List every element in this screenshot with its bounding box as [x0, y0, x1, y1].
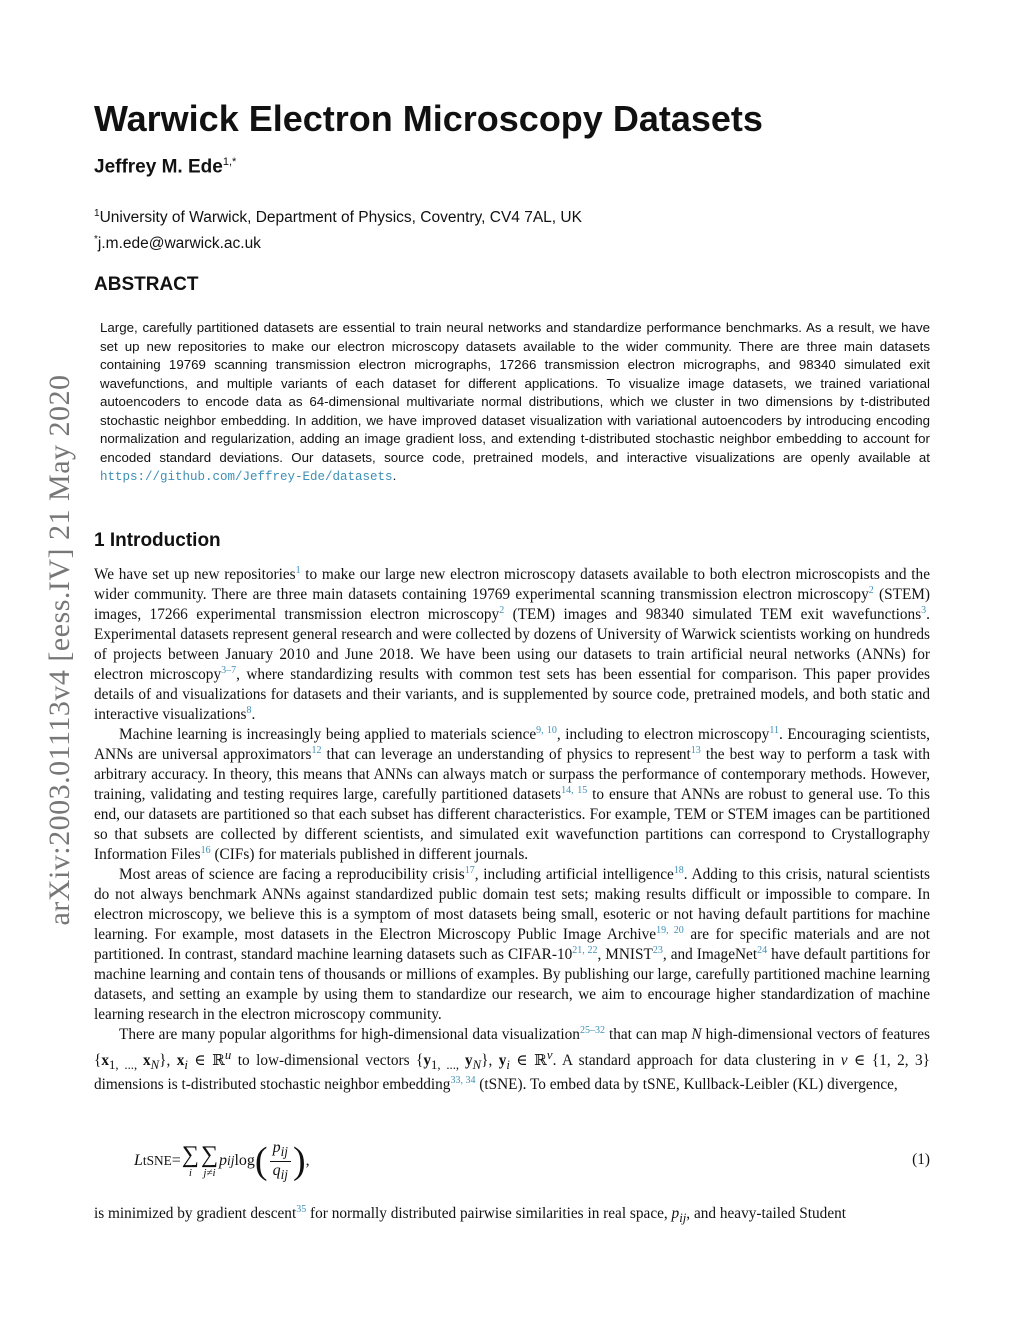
math-superscript: u [224, 1048, 232, 1062]
citation-link[interactable]: 8 [246, 704, 252, 716]
text-run: . Adding to this crisis, natural scientists do not always benchmark ANNs against standardized public domain test sets; making results difficult or impossible to compare. In electron microscopy, we believe this is a symptom of most datasets being small, esoteric or not having default partitions for machine learning. For example, most datasets in the Electron Microscopy Public Image Archive [94, 866, 930, 943]
equation-formula: L tSNE = ∑ i ∑ j≠i p ij log ( $\frac{p_{ij}}{q_{ij}}$ ) , [134, 1139, 310, 1182]
text-run: that can map [604, 1026, 692, 1043]
paragraph-1 [94, 565, 930, 725]
math-symbol: v [840, 1052, 848, 1070]
citation-link[interactable]: 17 [464, 864, 475, 876]
text-run: to make our large new electron microscopy datasets available to both electron microscopists and the wider community. There are three main datasets containing 19769 experimental scanning transmission electron microscopy [94, 566, 930, 603]
text-run: (tSNE). To embed data by tSNE, Kullback-Leibler (KL) divergence, [475, 1076, 898, 1094]
abstract-end: . [392, 468, 397, 483]
citation-link[interactable]: 21, 22 [572, 944, 598, 956]
text-run: ∈ {1, 2, 3} dimensions is t-distributed stochastic neighbor embedding [94, 1052, 931, 1094]
text-run: to low-dimensional vectors { [231, 1052, 424, 1070]
text-run: , and heavy-tailed Student [686, 1205, 847, 1222]
eq-term-sub: ij [227, 1153, 235, 1168]
arxiv-stamp: arXiv:2003.01113v4 [eess.IV] 21 May 2020 [43, 374, 76, 926]
text-run: have default partitions for machine learning and contain tens of thousands or millions of examples. By publishing our large, carefully partitioned machine learning datasets, and setting an example by using them to standardize our research, we aim to encourage higher standardization of machine learning research in the electron microscopy community. [94, 946, 931, 1023]
math-symbol: p [671, 1205, 680, 1222]
citation-link[interactable]: 23 [652, 944, 663, 956]
author-line [94, 156, 236, 178]
text-run: Most areas of science are facing a reproducibility crisis [119, 866, 465, 883]
text-run: , including artificial intelligence [474, 866, 674, 883]
citation-link[interactable]: 12 [311, 744, 322, 756]
math-superscript: v [546, 1048, 553, 1062]
math-subscript: i [506, 1058, 510, 1073]
citation-link[interactable]: 1 [295, 564, 301, 576]
text-run: We have set up new repositories [94, 566, 296, 583]
citation-link[interactable]: 14, 15 [561, 784, 588, 796]
citation-link[interactable]: 2 [868, 584, 874, 596]
sum-over-i: ∑ i [181, 1142, 199, 1179]
citation-link[interactable]: 18 [673, 864, 684, 876]
citation-link[interactable]: 13 [690, 744, 701, 756]
math-symbol: x [142, 1052, 151, 1070]
math-symbol: N [691, 1026, 702, 1043]
citation-link[interactable]: 3–7 [221, 664, 237, 676]
equation-block [94, 1135, 930, 1187]
text-run: . Experimental datasets represent general research and were collected by dozens of University of Warwick scientists working on hundreds of projects between January 2010 and June 2018. We have been using our datasets to train artificial neural networks (ANNs) for electron microscopy [94, 606, 930, 683]
text-run: high-dimensional vectors of features { [94, 1026, 930, 1070]
affiliation-text: University of Warwick, Department of Physics, Coventry, CV4 7AL, UK [99, 209, 582, 227]
eq-equals: = [171, 1152, 181, 1169]
citation-link[interactable]: 16 [200, 844, 211, 856]
affiliation-line [94, 203, 582, 229]
repository-link[interactable]: https://github.com/Jeffrey-Ede/datasets [100, 470, 393, 484]
text-run: to ensure that ANNs are robust to general use. To this end, our datasets are partitioned so that each subset has different characteristics. For example, TEM or STEM images can be partitioned so that subsets are collected by different scientists, and simulated exit wavefunction partitions can correspond to Crystallography Information Files [94, 786, 930, 863]
author-name: Jeffrey M. Ede [94, 156, 223, 178]
text-run: the best way to perform a task with arbitrary accuracy. In theory, this means that ANNs can always match or surpass the performance of contemporary methods. However, training, validating and testing requires large, carefully partitioned datasets [94, 746, 930, 803]
text-run: . [251, 706, 256, 723]
text-run: , and ImageNet [662, 946, 758, 963]
abstract-heading: ABSTRACT [94, 274, 199, 295]
frac-numerator: p [272, 1139, 281, 1157]
math-subscript: ij [679, 1211, 687, 1226]
affiliation-mark: 1 [94, 208, 100, 219]
introduction-body [94, 565, 930, 1095]
sum-index: j≠i [203, 1167, 216, 1179]
math-symbol: x [176, 1052, 185, 1070]
text-run: (CIFs) for materials published in different journals. [210, 846, 529, 863]
math-symbol: y [423, 1052, 431, 1070]
text-run: , where standardizing results with common test sets has been essential for comparison. This paper provides details of and visualizations for datasets and their variants, and is supplemented by source code, pretrained models, and both static and interactive visualizations [94, 666, 930, 723]
math-symbol: y [464, 1052, 473, 1070]
sum-over-j: ∑ j≠i [200, 1142, 219, 1179]
text-run: Machine learning is increasingly being applied to materials science [119, 726, 537, 743]
paragraph-3 [94, 865, 930, 1025]
affiliation-block [94, 203, 582, 255]
paper-title: Warwick Electron Microscopy Datasets [94, 98, 763, 139]
text-run: }, [481, 1052, 499, 1070]
paragraph-after-equation [94, 1204, 930, 1228]
sum-index: i [188, 1167, 192, 1179]
text-run: ∈ ℝ [187, 1052, 225, 1070]
frac-denominator: q [272, 1161, 281, 1179]
paragraph-2 [94, 725, 930, 865]
text-run: }, [159, 1052, 177, 1070]
text-run: ∈ ℝ [509, 1052, 547, 1070]
math-symbol: x [101, 1052, 109, 1070]
citation-link[interactable]: 9, 10 [536, 724, 557, 736]
eq-fraction [270, 1139, 291, 1182]
section-heading-introduction: 1 Introduction [94, 530, 221, 551]
text-run: is minimized by gradient descent [94, 1205, 297, 1222]
citation-link[interactable]: 35 [296, 1203, 307, 1215]
eq-tail: , [305, 1152, 310, 1169]
eq-lhs: L [134, 1152, 143, 1169]
text-run: (TEM) images and 98340 simulated TEM exit wavefunctions [504, 606, 922, 623]
text-run: , MNIST [597, 946, 653, 963]
equation-number: (1) [912, 1151, 930, 1168]
citation-link[interactable]: 19, 20 [656, 924, 684, 936]
text-run: . Encouraging scientists, ANNs are universal approximators [94, 726, 931, 763]
citation-link[interactable]: 33, 34 [450, 1075, 476, 1087]
email-text: j.m.ede@warwick.ac.uk [97, 235, 261, 253]
text-run: There are many popular algorithms for high-dimensional data visualization [119, 1026, 580, 1043]
math-subscript: i [184, 1058, 188, 1073]
eq-log: log [234, 1152, 255, 1169]
math-subscript: 1, ..., [109, 1058, 143, 1073]
author-marks: 1,* [222, 156, 237, 168]
text-run: , including to electron microscopy [556, 726, 770, 743]
frac-denominator-sub: ij [280, 1166, 288, 1182]
text-run: . A standard approach for data clustering in [552, 1052, 841, 1070]
text-run: are for specific materials and are not partitioned. In contrast, standard machine learning datasets such as CIFAR-10 [94, 926, 930, 963]
text-run: that can leverage an understanding of physics to represent [321, 746, 691, 763]
abstract-text: Large, carefully partitioned datasets are essential to train neural networks and standardize performance benchmarks. As a result, we have set up new repositories to make our electron microscopy datasets available to the wider community. There are three main datasets containing 19769 scanning transmission electron micrographs, 17266 transmission electron micrographs, and 98340 simulated exit wavefunctions, and multiple variants of each dataset for different applications. To visualize image datasets, we trained variational autoencoders to encode data as 64-dimensional multivariate normal distributions, which we cluster in two dimensions by t-distributed stochastic neighbor embedding. In addition, we have improved dataset visualization with variational autoencoders by introducing encoding normalization and regularization, adding an image gradient loss, and extending t-distributed stochastic neighbor embedding to account for encoded standard deviations. Our datasets, source code, pretrained models, and interactive visualizations are openly available at [100, 320, 930, 465]
frac-numerator-sub: ij [280, 1144, 288, 1160]
citation-link[interactable]: 3 [921, 604, 927, 616]
math-subscript: 1, ..., [430, 1058, 465, 1073]
eq-term: p [219, 1152, 228, 1169]
citation-link[interactable]: 2 [499, 604, 505, 616]
text-run: for normally distributed pairwise similarities in real space, [306, 1205, 672, 1222]
math-subscript: N [150, 1058, 160, 1073]
eq-lhs-sub: tSNE [142, 1153, 172, 1168]
text-run: (STEM) images, 17266 experimental transmission electron microscopy [94, 586, 930, 623]
email-line [94, 229, 582, 255]
paragraph-4 [94, 1025, 930, 1095]
citation-link[interactable]: 25–32 [579, 1024, 605, 1036]
abstract-body [100, 319, 930, 487]
math-subscript: N [472, 1058, 482, 1073]
citation-link[interactable]: 24 [757, 944, 768, 956]
email-mark: * [94, 234, 98, 246]
citation-link[interactable]: 11 [769, 724, 779, 736]
math-symbol: y [498, 1052, 507, 1070]
